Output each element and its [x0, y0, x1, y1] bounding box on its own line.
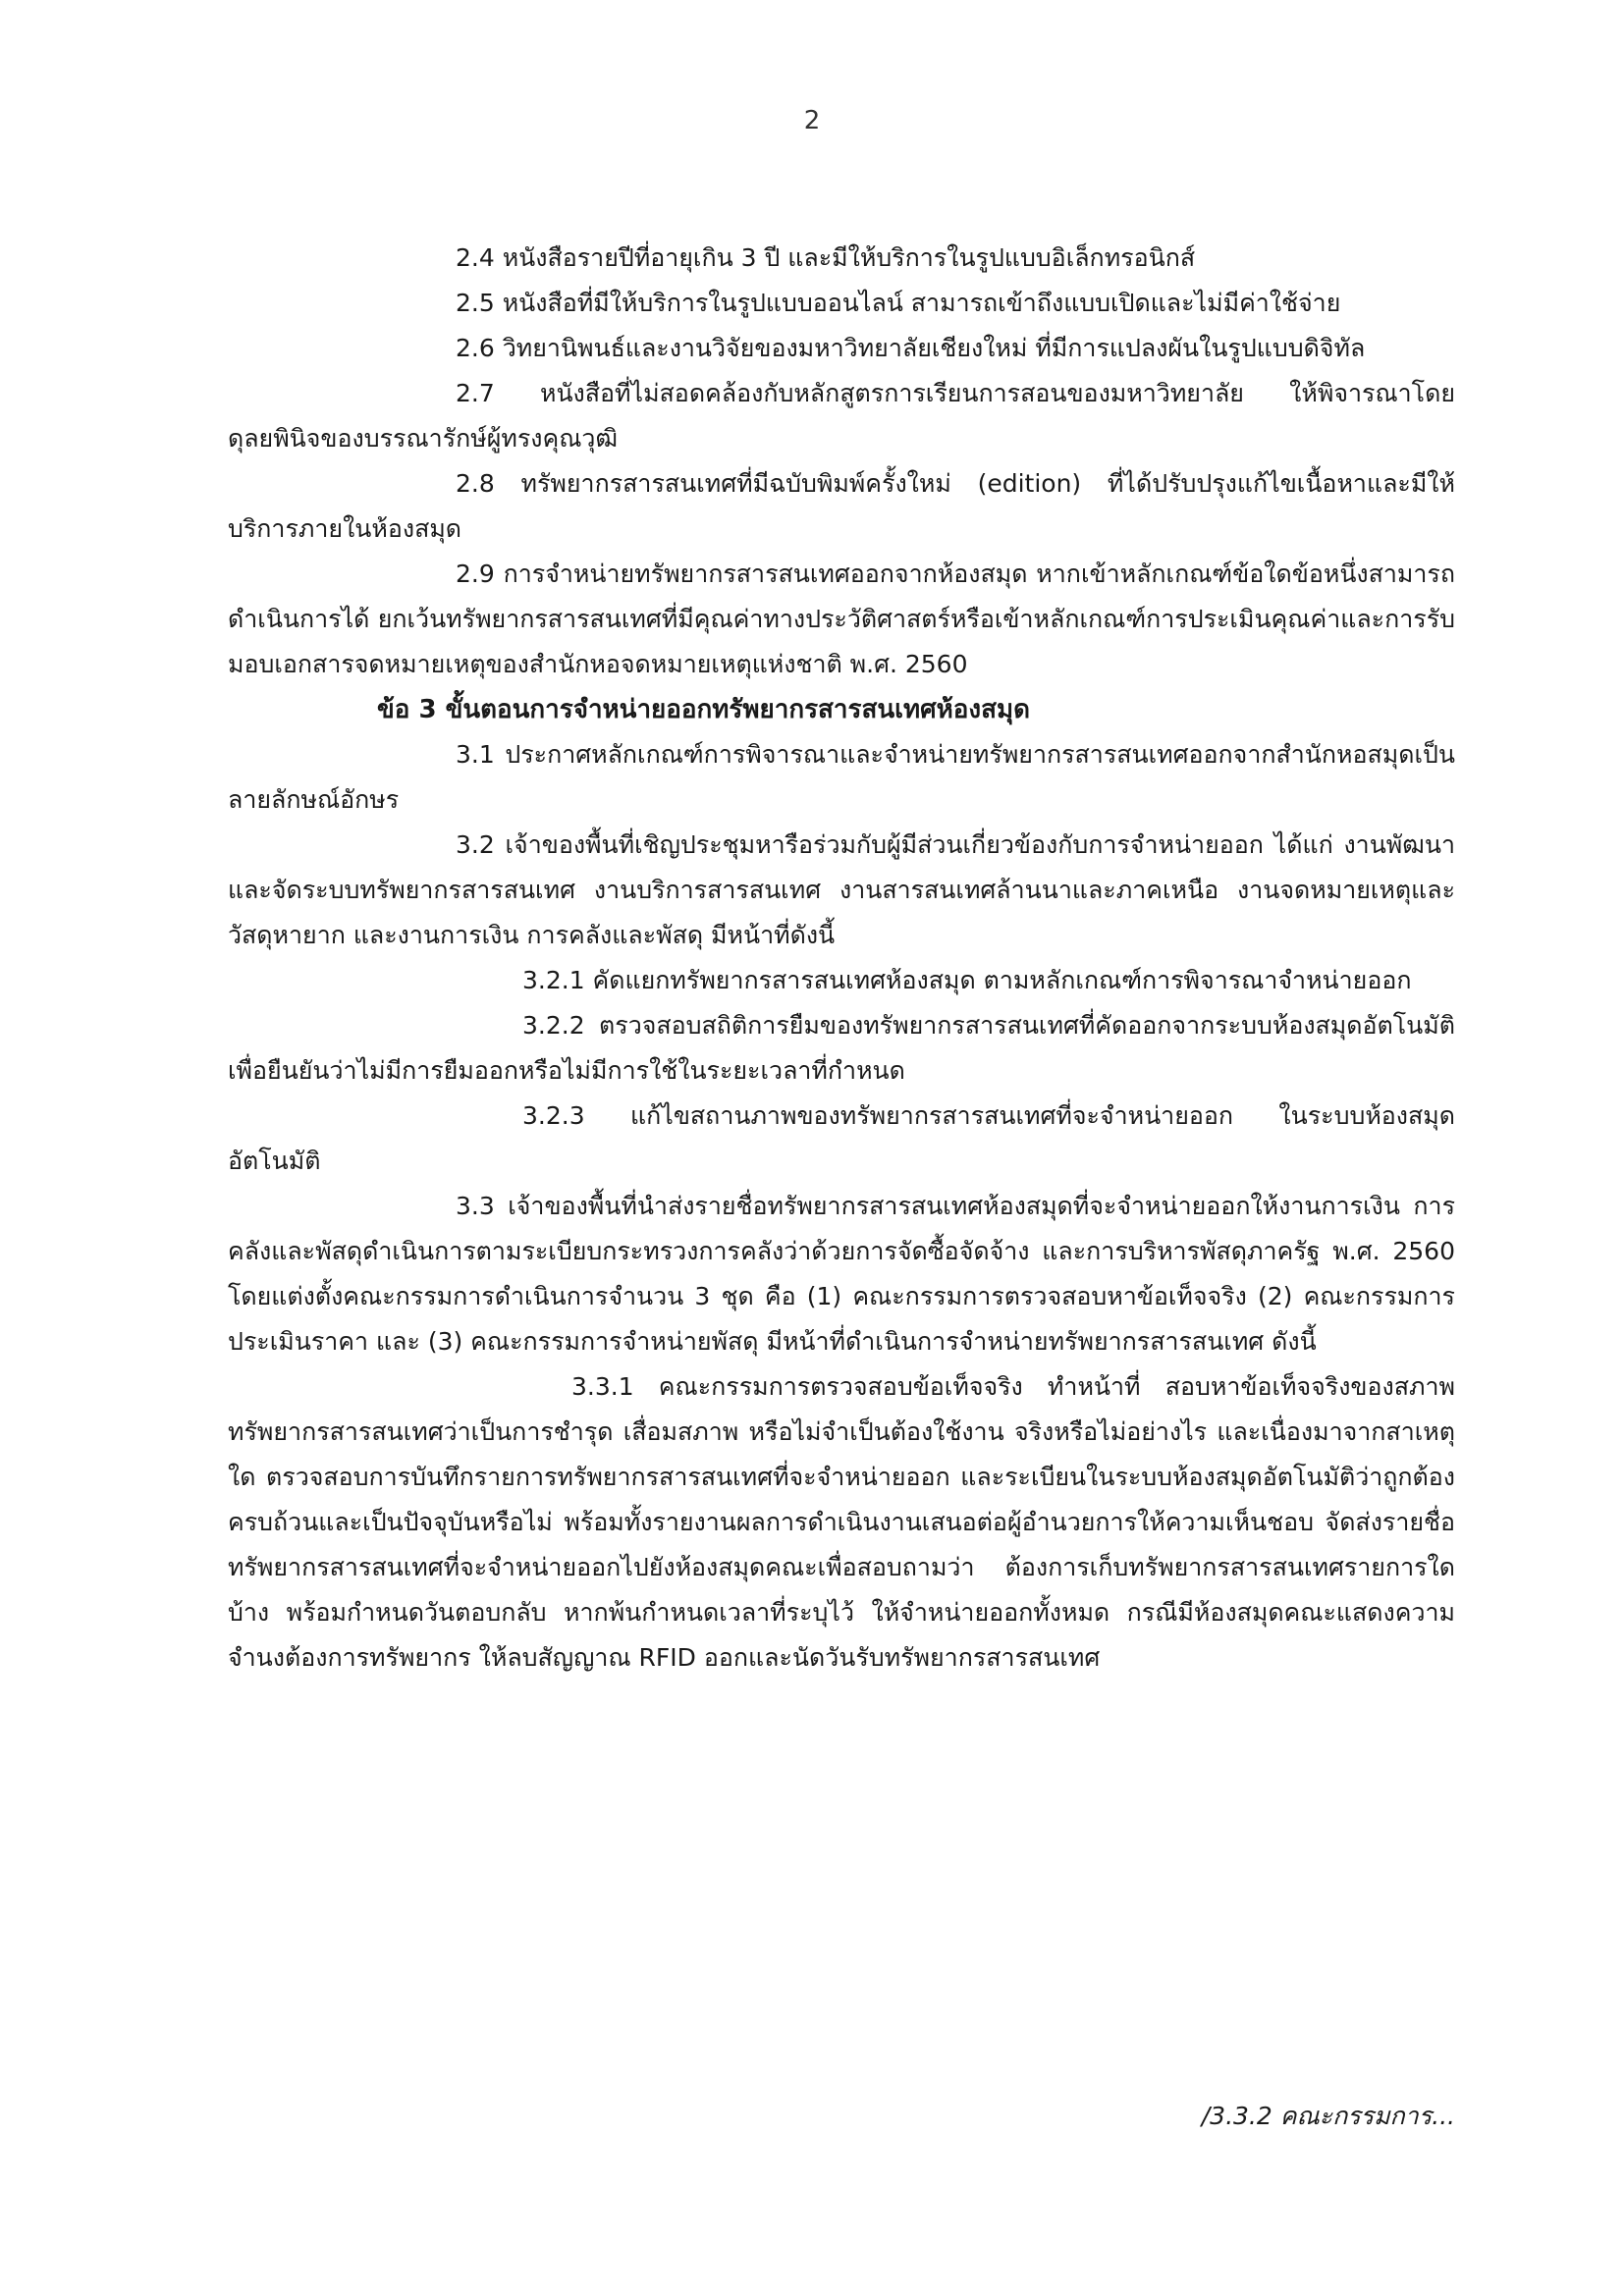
item-2-8: 2.8 ทรัพยากรสารสนเทศที่มีฉบับพิมพ์ครั้งใหม่ (edition) ที่ได้ปรับปรุงแก้ไขเนื้อหาและมีให้บริการภายในห้องสมุด: [228, 469, 1455, 543]
item-2-7: 2.7 หนังสือที่ไม่สอดคล้องกับหลักสูตรการเรียนการสอนของมหาวิทยาลัย ให้พิจารณาโดยดุลยพินิจของบรรณารักษ์ผู้ทรงคุณวุฒิ: [228, 379, 1455, 453]
item-3-1: 3.1 ประกาศหลักเกณฑ์การพิจารณาและจำหน่ายทรัพยากรสารสนเทศออกจากสำนักหอสมุดเป็นลายลักษณ์อักษร: [228, 740, 1455, 814]
continuation-marker: /3.3.2 คณะกรรมการ...: [1201, 2102, 1455, 2130]
item-2-9: 2.9 การจำหน่ายทรัพยากรสารสนเทศออกจากห้องสมุด หากเข้าหลักเกณฑ์ข้อใดข้อหนึ่งสามารถดำเนินการได้ ยกเว้นทรัพยากรสารสนเทศที่มีคุณค่าทางประวัติศาสตร์หรือเข้าหลักเกณฑ์การประเมินคุณค่าและการรับมอบเอกสารจดหมายเหตุของสำนักหอจดหมายเหตุแห่งชาติ พ.ศ. 2560: [228, 560, 1455, 678]
item-3-3-1: 3.3.1 คณะกรรมการตรวจสอบข้อเท็จจริง ทำหน้าที่ สอบหาข้อเท็จจริงของสภาพทรัพยากรสารสนเทศว่าเป็นการชำรุด เสื่อมสภาพ หรือไม่จำเป็นต้องใช้งาน จริงหรือไม่อย่างไร และเนื่องมาจากสาเหตุใด ตรวจสอบการบันทึกรายการทรัพยากรสารสนเทศที่จะจำหน่ายออก และระเบียนในระบบห้องสมุดอัตโนมัติว่าถูกต้องครบถ้วนและเป็นปัจจุบันหรือไม่ พร้อมทั้งรายงานผลการดำเนินงานเสนอต่อผู้อำนวยการให้ความเห็นชอบ จัดส่งรายชื่อทรัพยากรสารสนเทศที่จะจำหน่ายออกไปยังห้องสมุดคณะเพื่อสอบถามว่า ต้องการเก็บทรัพยากรสารสนเทศรายการใดบ้าง พร้อมกำหนดวันตอบกลับ หากพ้นกำหนดเวลาที่ระบุไว้ ให้จำหน่ายออกทั้งหมด กรณีมีห้องสมุดคณะแสดงความจำนงต้องการทรัพยากร ให้ลบสัญญาณ RFID ออกและนัดวันรับทรัพยากรสารสนเทศ: [228, 1372, 1455, 1672]
item-3-2-2: 3.2.2 ตรวจสอบสถิติการยืมของทรัพยากรสารสนเทศที่คัดออกจากระบบห้องสมุดอัตโนมัติ เพื่อยืนยันว่าไม่มีการยืมออกหรือไม่มีการใช้ในระยะเวลาที่กำหนด: [228, 1011, 1455, 1085]
item-3-3: 3.3 เจ้าของพื้นที่นำส่งรายชื่อทรัพยากรสารสนเทศห้องสมุดที่จะจำหน่ายออกให้งานการเงิน การคลังและพัสดุดำเนินการตามระเบียบกระทรวงการคลังว่าด้วยการจัดซื้อจัดจ้าง และการบริหารพัสดุภาครัฐ พ.ศ. 2560 โดยแต่งตั้งคณะกรรมการดำเนินการจำนวน 3 ชุด คือ (1) คณะกรรมการตรวจสอบหาข้อเท็จจริง (2) คณะกรรมการประเมินราคา และ (3) คณะกรรมการจำหน่ายพัสดุ มีหน้าที่ดำเนินการจำหน่ายทรัพยากรสารสนเทศ ดังนี้: [228, 1192, 1455, 1356]
item-2-6: 2.6 วิทยานิพนธ์และงานวิจัยของมหาวิทยาลัยเชียงใหม่ ที่มีการแปลงผันในรูปแบบดิจิทัล: [456, 334, 1366, 362]
item-3-2-3: 3.2.3 แก้ไขสถานภาพของทรัพยากรสารสนเทศที่จะจำหน่ายออก ในระบบห้องสมุดอัตโนมัติ: [228, 1101, 1455, 1175]
item-2-5: 2.5 หนังสือที่มีให้บริการในรูปแบบออนไลน์ สามารถเข้าถึงแบบเปิดและไม่มีค่าใช้จ่าย: [456, 289, 1341, 317]
item-2-4: 2.4 หนังสือรายปีที่อายุเกิน 3 ปี และมีให้บริการในรูปแบบอิเล็กทรอนิกส์: [456, 243, 1196, 272]
document-body: [228, 236, 1455, 1681]
item-3-2-1: 3.2.1 คัดแยกทรัพยากรสารสนเทศห้องสมุด ตามหลักเกณฑ์การพิจารณาจำหน่ายออก: [522, 966, 1412, 994]
item-3-2: 3.2 เจ้าของพื้นที่เชิญประชุมหารือร่วมกับผู้มีส่วนเกี่ยวข้องกับการจำหน่ายออก ได้แก่ งานพัฒนาและจัดระบบทรัพยากรสารสนเทศ งานบริการสารสนเทศ งานสารสนเทศล้านนาและภาคเหนือ งานจดหมายเหตุและวัสดุหายาก และงานการเงิน การคลังและพัสดุ มีหน้าที่ดังนี้: [228, 830, 1455, 949]
page-number: 2: [803, 106, 821, 135]
section-3-heading: ข้อ 3 ขั้นตอนการจำหน่ายออกทรัพยากรสารสนเทศห้องสมุด: [377, 695, 1030, 724]
